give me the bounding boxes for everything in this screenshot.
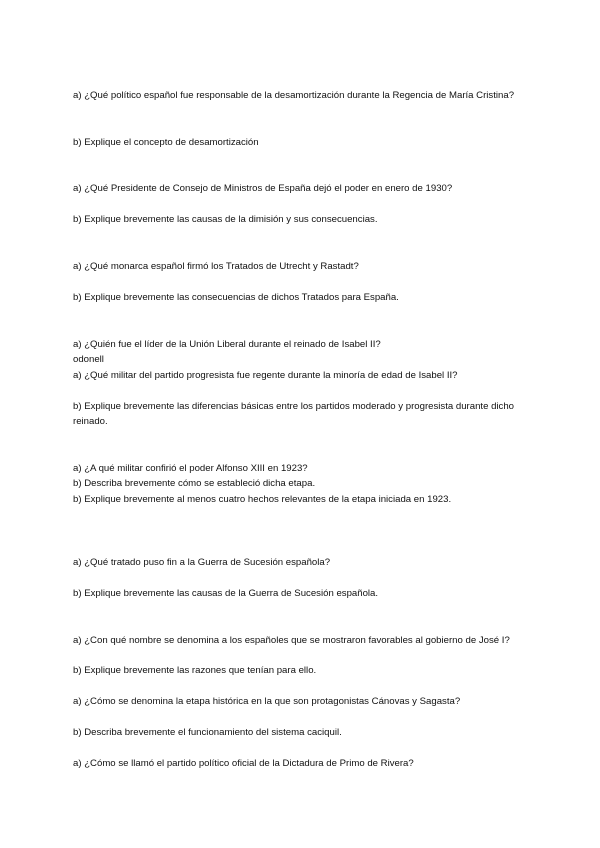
question-establecimiento-etapa: b) Describa brevemente cómo se estableció dicha etapa. [73, 478, 316, 489]
question-causas-guerra-sucesion: b) Explique brevemente las causas de la Guerra de Sucesión española. [73, 588, 379, 599]
question-lider-union-liberal: a) ¿Quién fue el líder de la Unión Liberal durante el reinado de Isabel II? [73, 339, 381, 350]
question-tratado-fin-guerra: a) ¿Qué tratado puso fin a la Guerra de Sucesión española? [73, 557, 331, 568]
question-tratados-consecuencias: b) Explique brevemente las consecuencias de dichos Tratados para España. [73, 292, 399, 303]
question-militar-1923: a) ¿A qué militar confirió el poder Alfonso XIII en 1923? [73, 463, 308, 474]
question-desamortizacion-politico: a) ¿Qué político español fue responsable de la desamortización durante la Regencia de María Cristina? [73, 90, 515, 101]
question-monarca-utrecht: a) ¿Qué monarca español firmó los Tratados de Utrecht y Rastadt? [73, 261, 359, 272]
question-razones: b) Explique brevemente las razones que tenían para ello. [73, 665, 317, 676]
question-dimision-causas: b) Explique brevemente las causas de la dimisión y sus consecuencias. [73, 214, 378, 225]
answer-odonell: odonell [73, 354, 104, 365]
question-hechos-relevantes: b) Explique brevemente al menos cuatro hechos relevantes de la etapa iniciada en 1923. [73, 494, 452, 505]
question-partido-oficial: a) ¿Cómo se llamó el partido político oficial de la Dictadura de Primo de Rivera? [73, 758, 414, 769]
question-canovas-sagasta: a) ¿Cómo se denomina la etapa histórica en la que son protagonistas Cánovas y Sagasta? [73, 696, 461, 707]
question-regente-progresista: a) ¿Qué militar del partido progresista fue regente durante la minoría de edad de Isabel II? [73, 370, 458, 381]
question-desamortizacion-concepto: b) Explique el concepto de desamortización [73, 137, 259, 148]
question-diferencias-partidos: b) Explique brevemente las diferencias básicas entre los partidos moderado y progresista durante dicho reinado. [73, 401, 515, 427]
question-presidente-1930: a) ¿Qué Presidente de Consejo de Ministros de España dejó el poder en enero de 1930? [73, 183, 453, 194]
question-sistema-caciquil: b) Describa brevemente el funcionamiento del sistema caciquil. [73, 727, 342, 738]
question-afrancesados: a) ¿Con qué nombre se denomina a los españoles que se mostraron favorables al gobierno de José I? [73, 635, 510, 646]
